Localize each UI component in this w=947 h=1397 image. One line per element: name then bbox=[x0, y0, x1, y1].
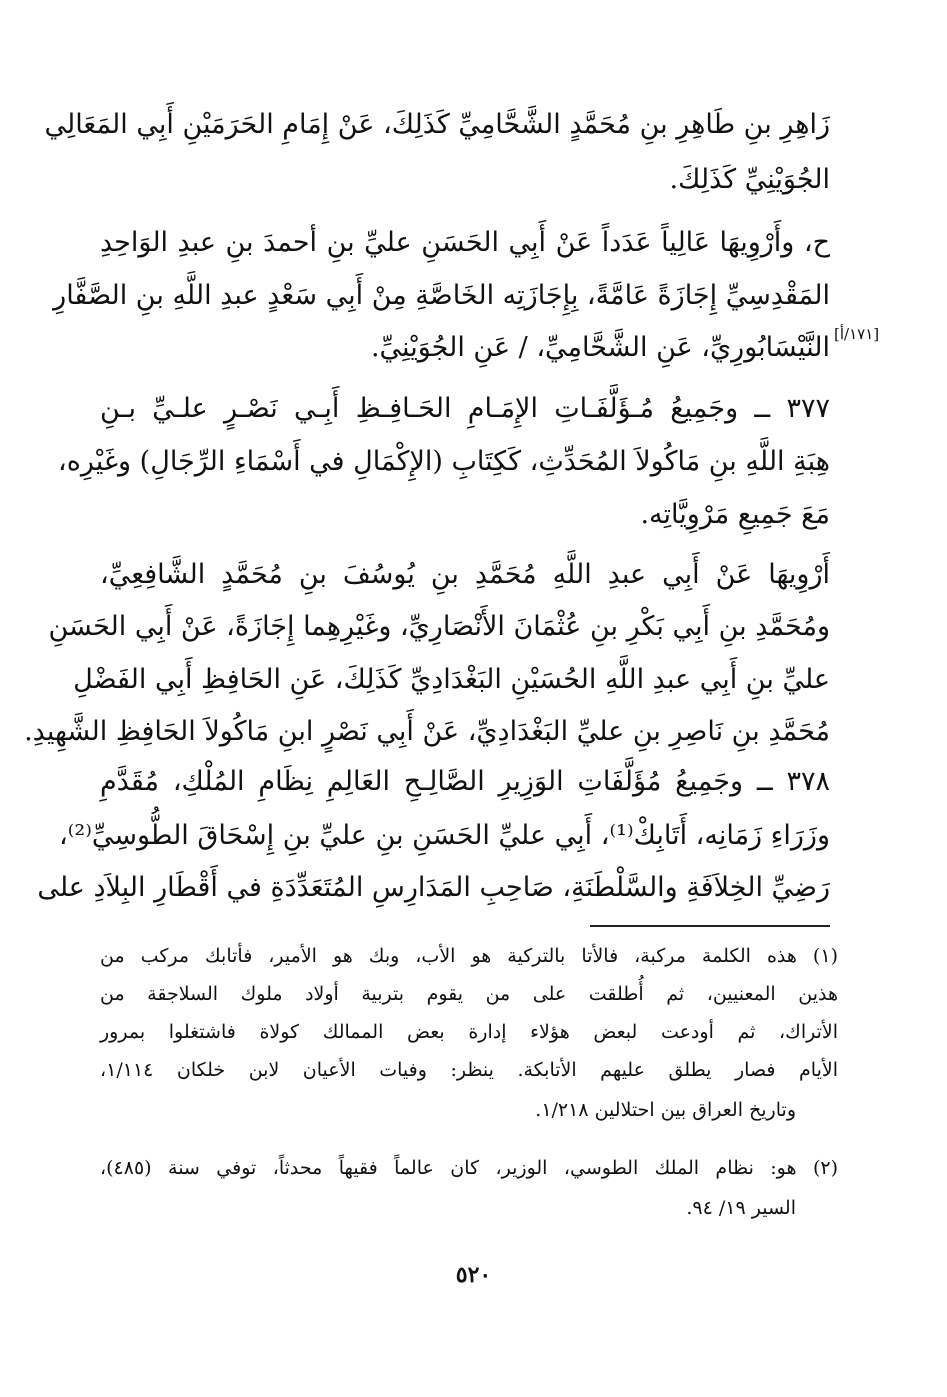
body-line-9: أَرْوِيهَا عَنْ أَبِي عبدِ اللَّهِ مُحَمَّدِ بنِ يُوسُفَ بنِ مُحَمَّدٍ الشَّافِعِيِّ، bbox=[100, 559, 830, 590]
footnote-1-line-5: وتاريخ العراق بين احتلالين ١/٢١٨. bbox=[535, 1099, 796, 1121]
entry-377-line-3: مَعَ جَمِيعِ مَرْوِيَّاتِه. bbox=[640, 499, 830, 530]
manuscript-folio-marker: [١٧١/أ] bbox=[834, 325, 880, 343]
entry-378-line-2: وزَرَاءِ زَمَانِه، أَتَابِكْ⁽¹⁾، أَبِي عليِّ الحَسَنِ بنِ عليِّ بنِ إِسْحَاقَ الطُّوسِيِّ⁽²⁾، bbox=[59, 820, 830, 851]
entry-378-line-3: رَضِيِّ الخِلاَفَةِ والسَّلْطَنَةِ، صَاحِبِ المَدَارِسِ المُتَعَدِّدَةِ في أَقْطَارِ البِلاَدِ على bbox=[37, 872, 830, 903]
body-line-10: ومُحَمَّدِ بنِ أَبِي بَكْرِ بنِ عُثْمَانَ الأَنْصَارِيِّ، وغَيْرِهِما إِجَازَةً، عَنْ أَبِي الحَسَنِ bbox=[48, 611, 830, 642]
body-line-2: الجُوَيْنِيِّ كَذَلِكَ. bbox=[669, 164, 830, 195]
entry-378-line-1: ٣٧٨ ــ وجَمِيعُ مُؤَلَّفَاتِ الوَزِيرِ الصَّالِـحِ العَالِمِ نِظَامِ المُلْكِ، مُقَدَّمِ bbox=[100, 766, 830, 797]
footnote-2-line-2: السير ١٩/ ٩٤. bbox=[686, 1197, 796, 1219]
body-line-4: المَقْدِسِيِّ إِجَازَةً عَامَّةً، بِإِجَازَتِه الخَاصَّةِ مِنْ أَبِي سَعْدٍ عبدِ اللَّهِ بنِ الصَّفَّارِ bbox=[53, 280, 830, 311]
footnote-1-line-4: الأيام فصار يطلق عليهم الأتابكة. ينظر: وفيات الأعيان لابن خلكان ١/١١٤، bbox=[100, 1059, 838, 1081]
body-line-12: مُحَمَّدِ بنِ نَاصِرِ بنِ عليِّ البَغْدَادِيِّ، عَنْ أَبِي نَصْرٍ ابنِ مَاكُولاَ الحَافِظِ الشَّهِيدِ. bbox=[24, 716, 830, 747]
footnote-1-line-3: الأتراك، ثم أودعت لبعض هؤلاء إدارة بعض الممالك كولاة فاشتغلوا بمرور bbox=[100, 1021, 838, 1043]
footnote-separator bbox=[590, 925, 830, 927]
footnote-2-line-1: (٢) هو: نظام الملك الطوسي، الوزير، كان عالماً فقيهاً محدثاً، توفي سنة (٤٨٥)، bbox=[100, 1157, 838, 1179]
body-line-1: زَاهِرِ بنِ طَاهِرِ بنِ مُحَمَّدٍ الشَّحَّامِيِّ كَذَلِكَ، عَنْ إِمَامِ الحَرَمَيْنِ أَبِي المَعَالِي bbox=[44, 109, 830, 140]
body-line-5: النَّيْسَابُورِيِّ، عَنِ الشَّحَّامِيِّ، / عَنِ الجُوَيْنِيِّ. bbox=[370, 332, 830, 363]
entry-377-line-1: ٣٧٧ ــ وجَمِيعُ مُـؤَلَّفَـاتِ الإِمَـامِ الحَـافِـظِ أَبِـي نَصْـرٍ علـيِّ بـنِ bbox=[100, 393, 830, 424]
page-number: ٥٢٠ bbox=[455, 1262, 492, 1288]
body-line-11: عليِّ بنِ أَبِي عبدِ اللَّهِ الحُسَيْنِ البَغْدَادِيِّ كَذَلِكَ، عَنِ الحَافِظِ أَبِي الفَضْلِ bbox=[73, 664, 830, 695]
footnote-1-line-2: هذين المعنيين، ثم أُطلقت على من يقوم بتربية أولاد ملوك السلاجقة من bbox=[100, 983, 838, 1005]
footnote-1-line-1: (١) هذه الكلمة مركبة، فالأتا بالتركية هو الأب، وبك هو الأمير، فأتابك مركب من bbox=[100, 945, 838, 967]
entry-377-line-2: هِبَةِ اللَّهِ بنِ مَاكُولاَ المُحَدِّثِ، كَكِتَابِ (الإِكْمَالِ في أَسْمَاءِ الرِّجَالِ) وغَيْرِه، bbox=[58, 446, 830, 477]
body-line-3: ح، وأَرْوِيهَا عَالِياً عَدَداً عَنْ أَبِي الحَسَنِ عليِّ بنِ أحمدَ بنِ عبدِ الوَاحِدِ bbox=[100, 227, 830, 258]
